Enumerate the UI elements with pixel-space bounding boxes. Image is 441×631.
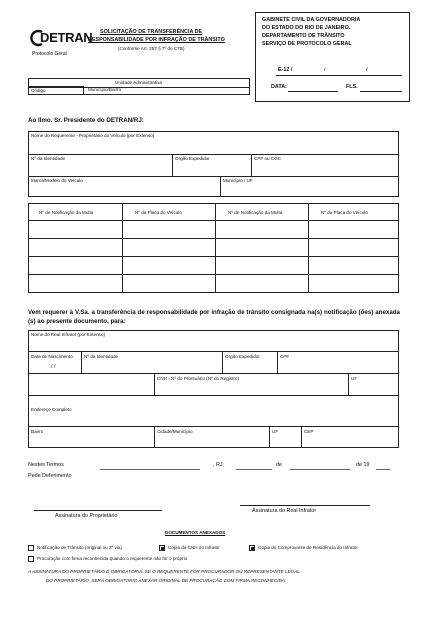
form-title-line1: SOLICITAÇÃO DE TRANSFERÊNCIA DE xyxy=(100,29,203,35)
driver-col-line-1 xyxy=(81,351,82,373)
year-line xyxy=(376,469,390,470)
protocol-label: Protocolo Geral xyxy=(32,51,67,57)
admin-code-field[interactable] xyxy=(28,86,84,95)
driver-col-line-7 xyxy=(269,426,270,448)
form-title-line2: RESPONSABILIDADE POR INFRAÇÃO DE TRÂNSITO xyxy=(88,37,225,43)
driver-cnh-label: CNH - Nº do Prontuário (Nº do Registro) xyxy=(157,376,239,381)
fines-table xyxy=(28,203,399,293)
detran-logo xyxy=(29,28,93,48)
gov-fls-line xyxy=(360,91,402,92)
doc-checkbox-power-of-attorney[interactable] xyxy=(28,556,34,562)
rj-label: , RJ, xyxy=(213,462,225,468)
doc-item-cnh: Cópia da CNH do Infrator xyxy=(168,545,220,550)
doc-item-notification: Notificação de Trânsito (original ou 2ª via) xyxy=(37,545,122,550)
driver-col-line-4 xyxy=(154,373,155,395)
driver-col-line-3 xyxy=(277,351,278,373)
fines-header-line xyxy=(29,220,399,221)
fines-row-line-3 xyxy=(29,274,399,275)
footer-note-line1: A ASSINATURA DO PROPRIETÁRIO É OBRIGATÓRIA. SE O REQUERENTE FOR PROCURADOR OU REPRESENTANTE LEGAL xyxy=(28,569,300,574)
admin-municipality-label: Município/Bairro xyxy=(88,87,122,92)
driver-cep-label: CEP xyxy=(304,429,314,434)
gov-line3: DEPARTAMENTO DE TRÂNSITO xyxy=(262,33,345,39)
driver-district-label: Bairro xyxy=(31,429,44,434)
gov-slash-1: / xyxy=(324,67,326,73)
driver-signature-label: Assinatura do Real Infrator xyxy=(252,508,317,514)
gov-fls-label: FLS. xyxy=(346,84,358,90)
greeting: Ao Ilmo. Sr. Presidente do DETRAN/RJ: xyxy=(28,117,144,124)
driver-col-line-6 xyxy=(154,426,155,448)
admin-unit-label: Unidade Administrativa xyxy=(115,80,162,85)
year-prefix-label: de 19 xyxy=(356,462,370,468)
admin-code-label: Código xyxy=(31,88,46,93)
logo-text: DETRAN xyxy=(40,30,93,45)
driver-col-line-8 xyxy=(301,426,302,448)
driver-id-label: Nº da Identidade xyxy=(84,354,119,359)
doc-checkbox-cnh[interactable] xyxy=(159,545,165,551)
gov-date-label: DATA: xyxy=(271,84,287,90)
fines-header-4: Nº da Placa do Veículo xyxy=(321,210,368,215)
gov-line1: GABINETE CIVIL DA GOVERNADORIA xyxy=(262,17,361,23)
footer-note-line2: DO PROPRIETÁRIO, SERÁ OBRIGATÓRIO ANEXAR ORIGINAL DE PROCURAÇÃO COM FIRMA RECONHECIDA. xyxy=(46,578,287,583)
requester-name-label: Nome do Requerente - Proprietário do Veículo (por Extenso) xyxy=(31,133,155,138)
driver-uf2-label: UF xyxy=(272,429,279,434)
day-line xyxy=(236,469,272,470)
driver-row-line-3 xyxy=(29,395,399,396)
gov-line2: DO ESTADO DO RIO DE JANEIRO. xyxy=(262,25,351,31)
month-line xyxy=(290,469,350,470)
requester-row-line-2 xyxy=(29,176,399,177)
driver-row-line-2 xyxy=(29,373,399,374)
driver-row-line-1 xyxy=(29,351,399,352)
driver-name-label: Nome do Real Infrator (por Extenso) xyxy=(31,332,106,337)
driver-row-line-4 xyxy=(29,426,399,427)
doc-checkbox-residence[interactable] xyxy=(249,545,255,551)
doc-checkbox-notification[interactable] xyxy=(28,545,34,551)
requester-cpf-label: CPF ou CGC xyxy=(254,156,282,161)
fines-row-line-1 xyxy=(29,238,399,239)
gov-slash-2: / xyxy=(366,67,368,73)
fines-header-2: Nº da Placa do Veículo xyxy=(135,210,182,215)
fines-header-3: Nº de Notificação da Multa xyxy=(228,210,283,215)
gov-date-line xyxy=(288,91,338,92)
pede-deferimento: Pede Deferimento xyxy=(28,473,72,479)
requester-col-line-1 xyxy=(172,154,173,176)
driver-birth-slashes: / / xyxy=(51,364,56,370)
requester-issuer-label: Órgão Expedidor xyxy=(175,156,210,161)
city-line xyxy=(100,469,200,470)
owner-signature-line[interactable] xyxy=(34,510,162,511)
fines-col-line-3 xyxy=(308,204,309,293)
requester-city-label: Município / UF xyxy=(223,178,253,183)
doc-item-residence: Cópia do Comprovante de Residência do Infrator xyxy=(258,545,358,550)
driver-signature-line[interactable] xyxy=(240,505,370,506)
documents-title: DOCUMENTOS ANEXADOS xyxy=(165,530,226,535)
driver-city-label: Cidade/Município xyxy=(157,429,193,434)
driver-col-line-2 xyxy=(222,351,223,373)
driver-col-line-5 xyxy=(348,373,349,395)
request-text: Vem requerer à V.Sa. a transferência de responsabilidade por infração de trânsito consignada na(s) notificação (ões) anexada (s) ao presente documento, para: xyxy=(28,309,400,325)
driver-address-label: Endereço Completo xyxy=(31,407,72,412)
nestes-termos: Nestes Termos xyxy=(28,462,64,468)
form-title-line3: (Conforme Art. 257 § 7º do CTB) xyxy=(118,46,185,51)
gov-process-number: E-12 / xyxy=(278,67,293,73)
de-label: de xyxy=(276,462,282,468)
requester-row-line-1 xyxy=(29,154,399,155)
driver-uf-label: UF xyxy=(351,376,358,381)
requester-col-line-2 xyxy=(251,154,252,176)
gov-process-line xyxy=(276,75,402,76)
fines-row-line-2 xyxy=(29,256,399,257)
requester-id-label: Nº da Identidade xyxy=(31,156,66,161)
requester-col-line-3 xyxy=(220,176,221,197)
driver-section xyxy=(28,330,399,448)
driver-cpf-label: CPF xyxy=(280,354,290,359)
fines-col-line-1 xyxy=(122,204,123,293)
fines-header-1: Nº de Notificação da Multa xyxy=(39,210,94,215)
gov-line4: SERVIÇO DE PROTOCOLO GERAL xyxy=(262,41,352,47)
driver-birth-label: Data de Nascimento xyxy=(31,354,73,359)
owner-signature-label: Assinatura do Proprietário xyxy=(55,513,118,519)
driver-issuer-label: Órgão Expedidor xyxy=(225,354,260,359)
doc-item-power-of-attorney: Procuração com firma reconhecida quando o requerente não for o próprio xyxy=(37,556,188,561)
requester-section xyxy=(28,131,399,197)
requester-vehicle-label: Marca/Modelo do Veículo xyxy=(31,178,83,183)
fines-col-line-2 xyxy=(215,204,216,293)
protocol-stamp-box xyxy=(255,12,410,102)
